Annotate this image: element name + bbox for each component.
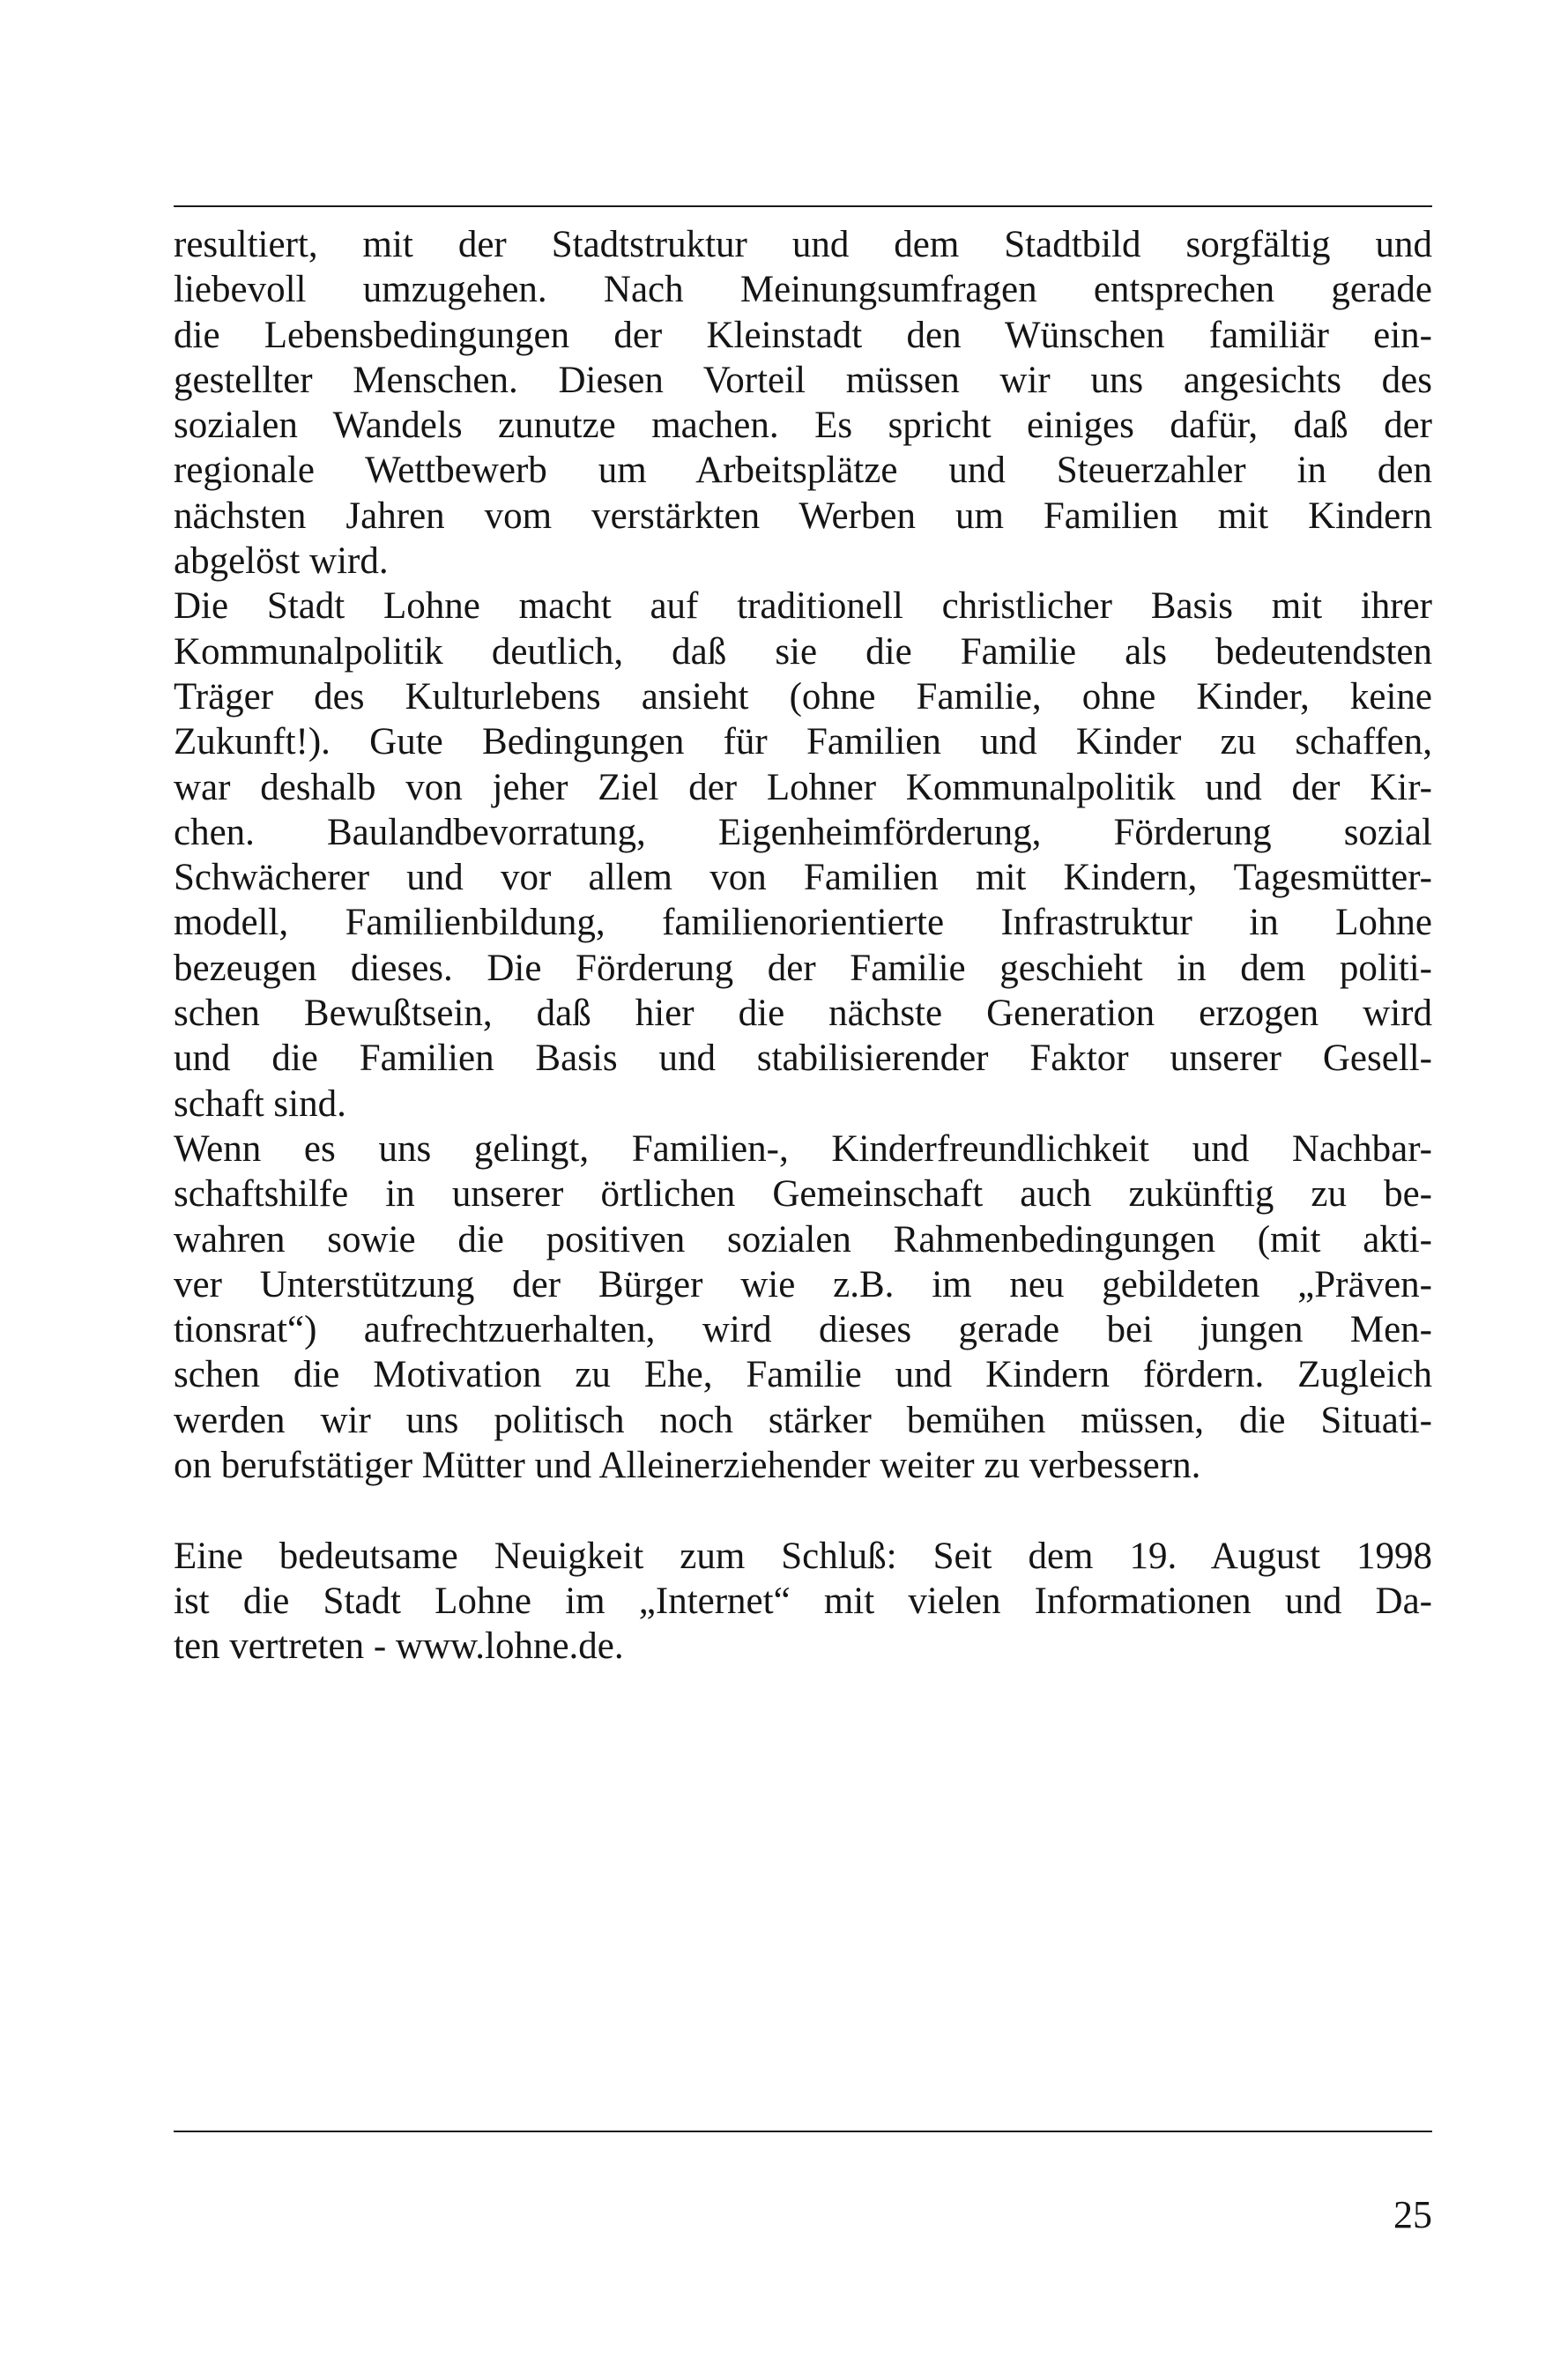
page-number: 25: [1393, 2193, 1432, 2236]
text-line: war deshalb von jeher Ziel der Lohner Kommunalpolitik und der Kir-: [174, 766, 1432, 808]
text-line: regionale Wettbewerb um Arbeitsplätze und Steuerzahler in den: [174, 450, 1432, 492]
text-line: und die Familien Basis und stabilisierender Faktor unserer Gesell-: [174, 1038, 1432, 1080]
text-line: schen die Motivation zu Ehe, Familie und Kindern fördern. Zugleich: [174, 1354, 1432, 1396]
text-line: tionsrat“) aufrechtzuerhalten, wird dieses gerade bei jungen Men-: [174, 1309, 1432, 1351]
text-line: gestellter Menschen. Diesen Vorteil müssen wir uns angesichts des: [174, 359, 1432, 401]
text-line: Schwächerer und vor allem von Familien mit Kindern, Tagesmütter-: [174, 857, 1432, 899]
text-line: ten vertreten - www.lohne.de.: [174, 1625, 624, 1668]
text-line: chen. Baulandbevorratung, Eigenheimförderung, Förderung sozial: [174, 811, 1432, 853]
text-line: Die Stadt Lohne macht auf traditionell christlicher Basis mit ihrer: [174, 585, 1432, 628]
text-line: Kommunalpolitik deutlich, daß sie die Familie als bedeutendsten: [174, 630, 1432, 673]
text-line: schen Bewußtsein, daß hier die nächste Generation erzogen wird: [174, 993, 1432, 1035]
text-line: abgelöst wird.: [174, 540, 389, 583]
paragraph-2: [174, 584, 1432, 1127]
text-line: bezeugen dieses. Die Förderung der Familie geschieht in dem politi-: [174, 947, 1432, 989]
text-line: ver Unterstützung der Bürger wie z.B. im neu gebildeten „Präven-: [174, 1263, 1432, 1305]
paragraph-4: [174, 1534, 1432, 1670]
text-line: Eine bedeutsame Neuigkeit zum Schluß: Seit dem 19. August 1998: [174, 1535, 1432, 1577]
text-line: Träger des Kulturlebens ansieht (ohne Familie, ohne Kinder, keine: [174, 675, 1432, 718]
top-rule: [174, 205, 1432, 207]
text-line: die Lebensbedingungen der Kleinstadt den Wünschen familiär ein-: [174, 314, 1432, 356]
paragraph-1: [174, 222, 1432, 584]
text-line: modell, Familienbildung, familienorientierte Infrastruktur in Lohne: [174, 902, 1432, 944]
text-line: nächsten Jahren vom verstärkten Werben um Familien mit Kindern: [174, 495, 1432, 537]
text-line: werden wir uns politisch noch stärker bemühen müssen, die Situati-: [174, 1399, 1432, 1441]
text-line: sozialen Wandels zunutze machen. Es spricht einiges dafür, daß der: [174, 405, 1432, 447]
paragraph-3: [174, 1127, 1432, 1488]
text-line: resultiert, mit der Stadtstruktur und dem Stadtbild sorgfältig und: [174, 224, 1432, 265]
body-text: [174, 222, 1432, 1670]
text-line: schaftshilfe in unserer örtlichen Gemeinschaft auch zukünftig zu be-: [174, 1173, 1432, 1216]
bottom-rule: [174, 2131, 1432, 2132]
text-line: Zukunft!). Gute Bedingungen für Familien und Kinder zu schaffen,: [174, 721, 1432, 763]
text-line: Wenn es uns gelingt, Familien-, Kinderfreundlichkeit und Nachbar-: [174, 1127, 1432, 1170]
text-line: ist die Stadt Lohne im „Internet“ mit vielen Informationen und Da-: [174, 1580, 1432, 1622]
text-line: on berufstätiger Mütter und Alleinerziehender weiter zu verbessern.: [174, 1445, 1201, 1487]
text-line: liebevoll umzugehen. Nach Meinungsumfragen entsprechen gerade: [174, 269, 1432, 311]
text-line: schaft sind.: [174, 1082, 346, 1125]
text-line: wahren sowie die positiven sozialen Rahmenbedingungen (mit akti-: [174, 1218, 1432, 1261]
paragraph-gap: [174, 1488, 1432, 1533]
